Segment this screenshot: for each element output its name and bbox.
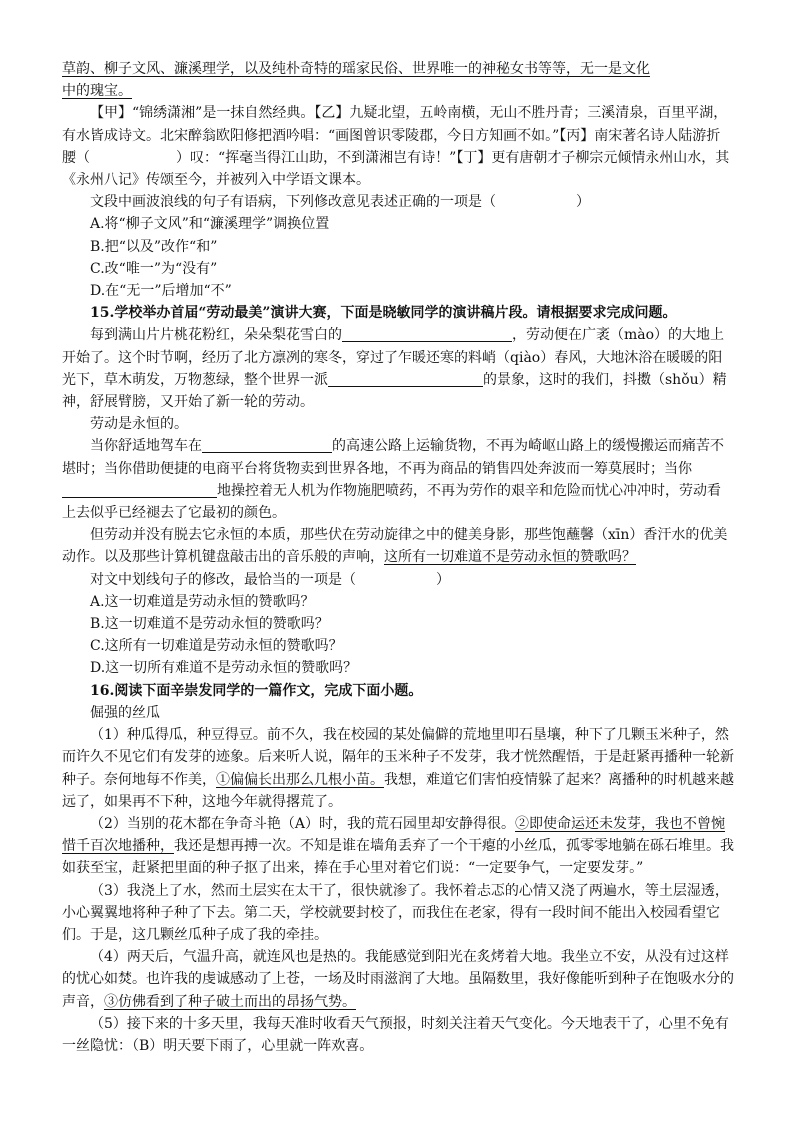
q14-option-c: C.改“唯一”为“没有” [90, 260, 218, 277]
underlined-sentence-1: ①偏偏长出那么几根小苗。 [216, 771, 384, 788]
q14-stem: 文段中画波浪线的句子有语病，下列修改意见表述正确的一项是（ ） [90, 194, 590, 211]
intro-underlined-2: 中的瑰宝。 [62, 83, 132, 100]
q15-paragraph-1: 每到满山片片桃花粉红，朵朵梨花雪白的 ，劳动便在广袤（mào）的大地上开始了。这个时节啊，经历了北方凛冽的寒冬，穿过了乍暖还寒的料峭（qiào）春风，大地沐浴在暖暖的阳光下，草木萌发，万物葱绿，整个世界一派 的景象，这时的我们，抖擞（shǒu）精神，舒展臂膀，又开始了新一轮的劳动。 [62, 327, 727, 411]
q15-title: 15.学校举办首届“劳动最美”演讲大赛，下面是晓敏同学的演讲稿片段。请根据要求完成问题。 [90, 305, 677, 322]
q16-title: 16.阅读下面辛崇发同学的一篇作文，完成下面小题。 [90, 682, 423, 699]
q14-option-b: B.把“以及”改作“和” [90, 238, 218, 255]
document-page [62, 58, 734, 1057]
q15-option-d: D.这一切所有难道不是劳动永恒的赞歌吗？ [90, 660, 358, 677]
q15-paragraph-2: 劳动是永恒的。 [90, 416, 188, 433]
fill-blank[interactable] [328, 370, 483, 387]
fill-blank[interactable] [62, 481, 217, 498]
essay-paragraph-4: （4）两天后，气温升高，就连风也是热的。我能感觉到阳光在炙烤着大地。我坐立不安，从没有过这样的忧心如焚。也许我的虔诚感动了上苍，一场及时雨滋润了大地。虽隔数里，我好像能听到种子在饱吸水分的声音，③仿佛看到了种子破土而出的昂扬气势。 [62, 949, 734, 1010]
intro-line-1 [62, 58, 734, 80]
q15-paragraph-4: 但劳动并没有脱去它永恒的本质，那些伏在劳动旋律之中的健美身影，那些饱蘸馨（xīn）香汗水的优美动作。以及那些计算机键盘敲击出的音乐般的声响，这所有一切难道不是劳动永恒的赞歌吗？ [62, 527, 728, 566]
essay-title: 倔强的丝瓜 [90, 704, 160, 721]
q15-paragraph-3: 当你舒适地驾车在 的高速公路上运输货物，不再为崎岖山路上的缓慢搬运而痛苦不堪时；当你借助便捷的电商平台将货物卖到世界各地，不再为商品的销售四处奔波而一筹莫展时；当你地操控着无人机为作物施肥喷药，不再为劳作的艰辛和危险而忧心冲冲时，劳动看上去似乎已经褪去了它最初的颜色。 [62, 438, 724, 522]
q15-option-c: C.这所有一切难道是劳动永恒的赞歌吗？ [90, 638, 343, 655]
underlined-sentence-3: ③仿佛看到了种子破土而出的昂扬气势。 [104, 993, 356, 1010]
fill-blank[interactable] [202, 436, 332, 453]
q15-stem: 对文中划线句子的修改，最恰当的一项是（ ） [90, 571, 450, 588]
q14-option-d: D.在“无一”后增加“不” [90, 283, 232, 300]
underlined-sentence: 这所有一切难道不是劳动永恒的赞歌吗？ [384, 549, 636, 566]
q14-option-a: A.将“柳子文风”和“濂溪理学”调换位置 [90, 216, 330, 233]
essay-paragraph-1: （1）种瓜得瓜，种豆得豆。前不久，我在校园的某处偏僻的荒地里叩石垦壤，种下了几颗玉米种子，然而许久不见它们有发芽的迹象。后来听人说，隔年的玉米种子不发芽，我才恍然醒悟，于是赶紧再播种一轮新种子。奈何地每不作美，①偏偏长出那么几根小苗。我想，难道它们害怕疫情躲了起来？离播种的时机越来越远了，如果再不下种，这地今年就得撂荒了。 [62, 727, 734, 810]
q15-option-b: B.这一切难道不是劳动永恒的赞歌吗？ [90, 616, 329, 633]
essay-paragraph-2: （2）当别的花木都在争奇斗艳（A）时，我的荒石园里却安静得很。②即使命运还未发芽，我也不曾惋惜千百次地播种，我还是想再搏一次。不知是谁在墙角丢弃了一个干瘪的小丝瓜，孤零零地躺在砾石堆里。我如获至宝，赶紧把里面的种子抠了出来，捧在手心里对着它们说：“一定要争气，一定要发芽。” [62, 815, 734, 877]
intro-underlined-1: 草韵、柳子文风、濂溪理学，以及纯朴奇特的瑶家民俗、世界唯一的神秘女书等等，无一是文化 [62, 61, 650, 77]
essay-paragraph-5: （5）接下来的十多天里，我每天准时收看天气预报，时刻关注着天气变化。今天地表干了，心里不免有一丝隐忧：（B）明天要下雨了，心里就一阵欢喜。 [62, 1015, 729, 1054]
fill-blank[interactable] [342, 325, 512, 342]
q15-option-a: A.这一切难道是劳动永恒的赞歌吗？ [90, 593, 315, 610]
underlined-sentence-2: ②即使命运还未发芽，我也不曾惋惜千百次地播种， [62, 815, 726, 855]
intro-paragraph: 【甲】“锦绣潇湘”是一抹自然经典。【乙】九疑北望，五岭南横，无山不胜丹青；三溪清泉，百里平湖，有水皆成诗文。北宋醉翁欧阳修把酒吟唱：“画图曾识零陵郡，今日方知画不如。”【丙】南宋著名诗人陆游折腰（ ）叹：“挥毫当得江山助，不到潇湘岂有诗！”【丁】更有唐朝才子柳宗元倾情永州山水，其《永州八记》传颂至今，并被列入中学语文课本。 [62, 105, 730, 189]
intro-line-2 [62, 80, 734, 102]
essay-paragraph-3: （3）我浇上了水，然而土层实在太干了，很快就渗了。我怀着忐忑的心情又浇了两遍水，等土层湿透，小心翼翼地将种子种了下去。第二天，学校就要封校了，而我住在老家，得有一段时间不能出入校园看望它们。于是，这几颗丝瓜种子成了我的牵挂。 [62, 882, 729, 943]
